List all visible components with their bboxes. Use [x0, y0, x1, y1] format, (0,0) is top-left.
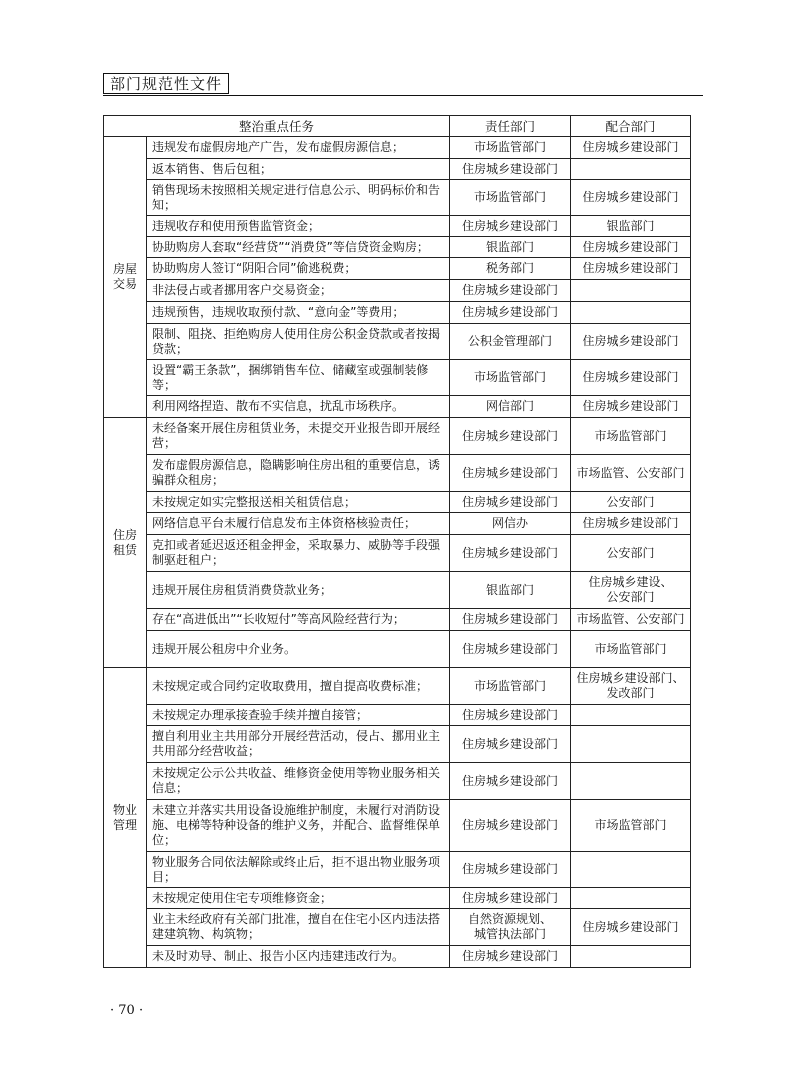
cooperating-dept-cell — [571, 946, 691, 968]
task-cell: 限制、阻挠、拒绝购房人使用住房公积金贷款或者按揭贷款； — [147, 324, 450, 360]
task-cell: 未按规定使用住宅专项维修资金； — [147, 888, 450, 909]
table-row — [104, 513, 691, 535]
table-row — [104, 455, 691, 492]
responsible-dept-cell: 住房城乡建设部门 — [450, 800, 571, 852]
table-row — [104, 180, 691, 216]
table-row — [104, 280, 691, 302]
cooperating-dept-cell: 住房城乡建设部门 — [571, 513, 691, 535]
category-cell: 房屋 交易 — [104, 137, 147, 418]
table-row — [104, 360, 691, 396]
cooperating-dept-cell: 住房城乡建设部门 — [571, 137, 691, 159]
table-row — [104, 492, 691, 513]
responsible-dept-cell: 住房城乡建设部门 — [450, 852, 571, 888]
header-task: 整治重点任务 — [104, 116, 450, 137]
responsible-dept-cell: 住房城乡建设部门 — [450, 216, 571, 237]
cooperating-dept-cell: 市场监管、公安部门 — [571, 609, 691, 631]
responsible-dept-cell: 公积金管理部门 — [450, 324, 571, 360]
task-cell: 违规收存和使用预售监管资金； — [147, 216, 450, 237]
responsible-dept-cell: 住房城乡建设部门 — [450, 418, 571, 455]
responsible-dept-cell: 市场监管部门 — [450, 668, 571, 705]
responsible-dept-cell: 市场监管部门 — [450, 180, 571, 216]
header — [103, 73, 703, 94]
task-cell: 销售现场未按照相关规定进行信息公示、明码标价和告知； — [147, 180, 450, 216]
task-cell: 未按规定办理承接查验手续并擅自接管； — [147, 705, 450, 726]
task-cell: 擅自利用业主共用部分开展经营活动，侵占、挪用业主共用部分经营收益； — [147, 726, 450, 763]
table-header-row — [104, 116, 691, 137]
task-cell: 设置“霸王条款”，捆绑销售车位、储藏室或强制装修等； — [147, 360, 450, 396]
header-cooperating: 配合部门 — [571, 116, 691, 137]
task-cell: 违规开展公租房中介业务。 — [147, 631, 450, 668]
cooperating-dept-cell: 市场监管部门 — [571, 631, 691, 668]
task-cell: 物业服务合同依法解除或终止后，拒不退出物业服务项目； — [147, 852, 450, 888]
table-row — [104, 159, 691, 180]
table-row — [104, 237, 691, 258]
cooperating-dept-cell: 住房城乡建设部门、 发改部门 — [571, 668, 691, 705]
cooperating-dept-cell: 市场监管部门 — [571, 418, 691, 455]
task-cell: 未按规定或合同约定收取费用，擅自提高收费标准； — [147, 668, 450, 705]
responsible-dept-cell: 市场监管部门 — [450, 137, 571, 159]
responsible-dept-cell: 网信部门 — [450, 396, 571, 418]
cooperating-dept-cell — [571, 302, 691, 324]
task-cell: 未按规定如实完整报送相关租赁信息； — [147, 492, 450, 513]
responsible-dept-cell: 住房城乡建设部门 — [450, 705, 571, 726]
table-row — [104, 418, 691, 455]
table-row — [104, 258, 691, 280]
responsible-dept-cell: 住房城乡建设部门 — [450, 159, 571, 180]
cooperating-dept-cell: 住房城乡建设部门 — [571, 324, 691, 360]
page-number: · 70 · — [110, 1003, 144, 1018]
responsible-dept-cell: 住房城乡建设部门 — [450, 726, 571, 763]
task-cell: 业主未经政府有关部门批准，擅自在住宅小区内违法搭建建筑物、构筑物； — [147, 909, 450, 946]
responsible-dept-cell: 税务部门 — [450, 258, 571, 280]
table-row — [104, 572, 691, 609]
responsible-dept-cell: 住房城乡建设部门 — [450, 609, 571, 631]
cooperating-dept-cell: 公安部门 — [571, 535, 691, 572]
cooperating-dept-cell — [571, 888, 691, 909]
task-cell: 网络信息平台未履行信息发布主体资格核验责任； — [147, 513, 450, 535]
cooperating-dept-cell: 市场监管部门 — [571, 800, 691, 852]
table-row — [104, 631, 691, 668]
table-row — [104, 852, 691, 888]
category-cell: 住房 租赁 — [104, 418, 147, 668]
cooperating-dept-cell: 住房城乡建设部门 — [571, 396, 691, 418]
table-row — [104, 216, 691, 237]
responsible-dept-cell: 住房城乡建设部门 — [450, 455, 571, 492]
responsible-dept-cell: 市场监管部门 — [450, 360, 571, 396]
task-cell: 克扣或者延迟返还租金押金，采取暴力、威胁等手段强制驱赶租户； — [147, 535, 450, 572]
responsible-dept-cell: 住房城乡建设部门 — [450, 492, 571, 513]
responsible-dept-cell: 网信办 — [450, 513, 571, 535]
table-row — [104, 324, 691, 360]
responsible-dept-cell: 自然资源规划、 城管执法部门 — [450, 909, 571, 946]
responsible-dept-cell: 住房城乡建设部门 — [450, 280, 571, 302]
responsible-dept-cell: 住房城乡建设部门 — [450, 763, 571, 800]
responsible-dept-cell: 银监部门 — [450, 572, 571, 609]
task-cell: 存在“高进低出”“长收短付”等高风险经营行为； — [147, 609, 450, 631]
cooperating-dept-cell — [571, 852, 691, 888]
cooperating-dept-cell: 住房城乡建设、 公安部门 — [571, 572, 691, 609]
table-row — [104, 726, 691, 763]
task-cell: 利用网络捏造、散布不实信息，扰乱市场秩序。 — [147, 396, 450, 418]
cooperating-dept-cell — [571, 705, 691, 726]
cooperating-dept-cell: 住房城乡建设部门 — [571, 909, 691, 946]
table-row — [104, 888, 691, 909]
section-label: 部门规范性文件 — [103, 73, 229, 94]
responsible-dept-cell: 住房城乡建设部门 — [450, 888, 571, 909]
task-cell: 非法侵占或者挪用客户交易资金； — [147, 280, 450, 302]
table-row — [104, 609, 691, 631]
task-cell: 协助购房人签订“阴阳合同”偷逃税费； — [147, 258, 450, 280]
table-row — [104, 763, 691, 800]
task-cell: 违规开展住房租赁消费贷款业务； — [147, 572, 450, 609]
task-cell: 协助购房人套取“经营贷”“消费贷”等信贷资金购房； — [147, 237, 450, 258]
header-responsible: 责任部门 — [450, 116, 571, 137]
table-row — [104, 137, 691, 159]
cooperating-dept-cell: 住房城乡建设部门 — [571, 180, 691, 216]
table-row — [104, 396, 691, 418]
header-rule — [103, 95, 703, 96]
task-cell: 违规预售，违规收取预付款、“意向金”等费用； — [147, 302, 450, 324]
cooperating-dept-cell: 住房城乡建设部门 — [571, 360, 691, 396]
task-cell: 未建立并落实共用设备设施维护制度，未履行对消防设施、电梯等特种设备的维护义务，并配合、监督维保单位； — [147, 800, 450, 852]
cooperating-dept-cell — [571, 726, 691, 763]
table-row — [104, 302, 691, 324]
cooperating-dept-cell — [571, 280, 691, 302]
task-cell: 发布虚假房源信息，隐瞒影响住房出租的重要信息，诱骗群众租房； — [147, 455, 450, 492]
task-cell: 违规发布虚假房地产广告，发布虚假房源信息； — [147, 137, 450, 159]
cooperating-dept-cell: 银监部门 — [571, 216, 691, 237]
table-row — [104, 946, 691, 968]
responsible-dept-cell: 住房城乡建设部门 — [450, 946, 571, 968]
table-row — [104, 909, 691, 946]
responsible-dept-cell: 银监部门 — [450, 237, 571, 258]
task-cell: 未及时劝导、制止、报告小区内违建违改行为。 — [147, 946, 450, 968]
table-row — [104, 800, 691, 852]
cooperating-dept-cell: 公安部门 — [571, 492, 691, 513]
responsible-dept-cell: 住房城乡建设部门 — [450, 302, 571, 324]
table-row — [104, 668, 691, 705]
task-cell: 未按规定公示公共收益、维修资金使用等物业服务相关信息； — [147, 763, 450, 800]
responsible-dept-cell: 住房城乡建设部门 — [450, 631, 571, 668]
cooperating-dept-cell — [571, 159, 691, 180]
task-cell: 未经备案开展住房租赁业务，未提交开业报告即开展经营； — [147, 418, 450, 455]
task-table — [103, 115, 691, 968]
cooperating-dept-cell — [571, 763, 691, 800]
table-row — [104, 705, 691, 726]
cooperating-dept-cell: 市场监管、公安部门 — [571, 455, 691, 492]
responsible-dept-cell: 住房城乡建设部门 — [450, 535, 571, 572]
table-row — [104, 535, 691, 572]
cooperating-dept-cell: 住房城乡建设部门 — [571, 258, 691, 280]
task-cell: 返本销售、售后包租； — [147, 159, 450, 180]
cooperating-dept-cell: 住房城乡建设部门 — [571, 237, 691, 258]
category-cell: 物业 管理 — [104, 668, 147, 968]
